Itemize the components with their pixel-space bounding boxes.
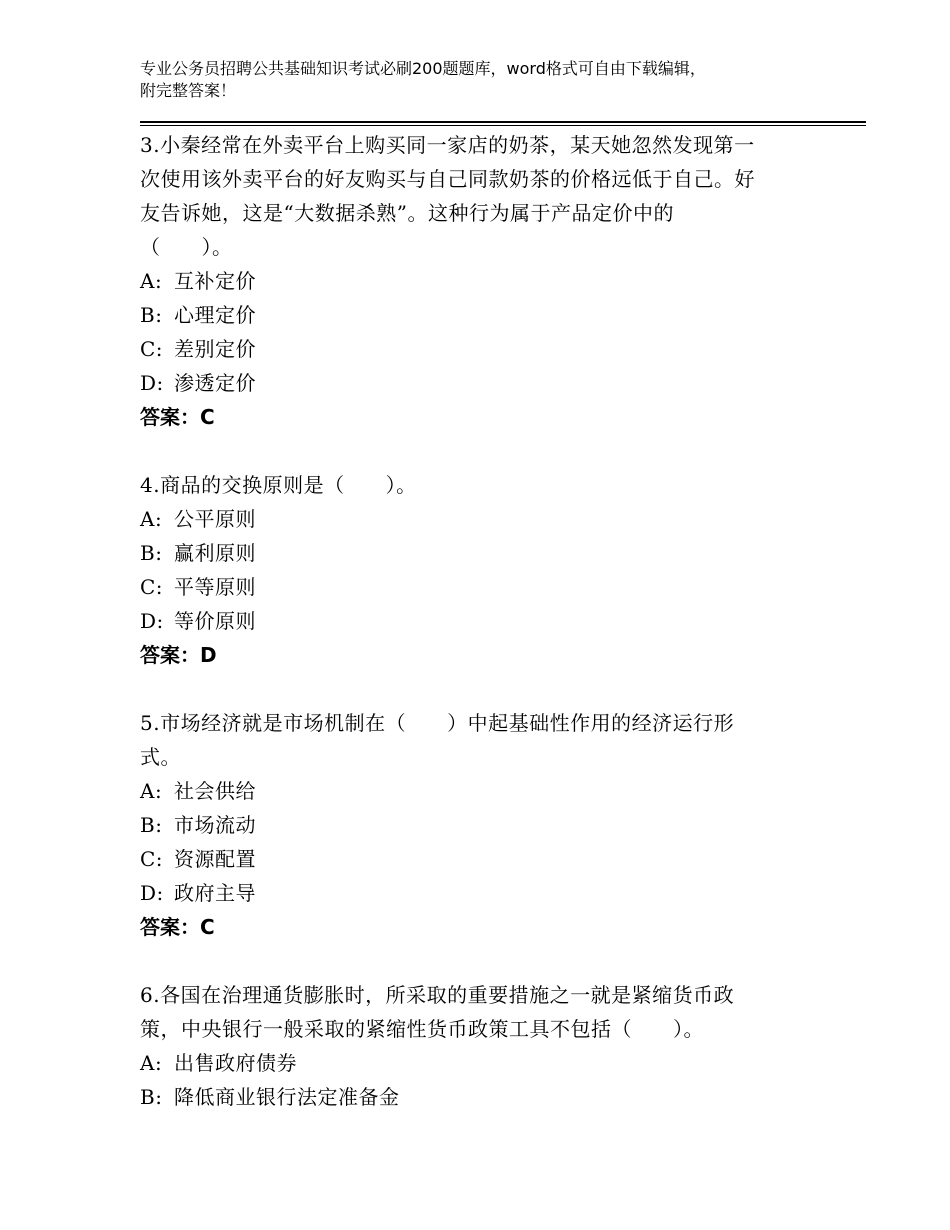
- option-letter: B:: [140, 541, 163, 565]
- option-text: 赢利原则: [174, 541, 256, 565]
- question-6: [140, 978, 800, 1114]
- option-c: [140, 570, 800, 604]
- stem-line: 友告诉她，这是“大数据杀熟”。这种行为属于产品定价中的: [140, 201, 674, 225]
- option-text: 政府主导: [174, 881, 256, 905]
- option-letter: A:: [140, 269, 163, 293]
- option-letter: B:: [140, 303, 163, 327]
- answer-line: 答案：D: [140, 643, 217, 667]
- option-a: [140, 1046, 800, 1080]
- option-d: [140, 876, 800, 910]
- option-text: 等价原则: [174, 609, 256, 633]
- option-a: [140, 264, 800, 298]
- header-line-1: 专业公务员招聘公共基础知识考试必刷200题题库，word格式可自由下载编辑，: [140, 59, 706, 78]
- option-letter: B:: [140, 1085, 163, 1109]
- option-text: 互补定价: [174, 269, 256, 293]
- option-text: 出售政府债券: [174, 1051, 297, 1075]
- option-letter: A:: [140, 779, 163, 803]
- option-a: [140, 774, 800, 808]
- header-line-2: 附完整答案！: [140, 81, 237, 100]
- question-4: [140, 468, 800, 672]
- option-c: [140, 842, 800, 876]
- option-text: 市场流动: [174, 813, 256, 837]
- question-list: [140, 128, 800, 1148]
- option-b: [140, 298, 800, 332]
- option-b: [140, 1080, 800, 1114]
- answer-line: 答案：C: [140, 915, 215, 939]
- question-stem: [140, 468, 800, 502]
- option-letter: A:: [140, 1051, 163, 1075]
- option-d: [140, 366, 800, 400]
- option-letter: C:: [140, 575, 164, 599]
- option-letter: B:: [140, 813, 163, 837]
- option-b: [140, 808, 800, 842]
- option-text: 公平原则: [174, 507, 256, 531]
- option-c: [140, 332, 800, 366]
- document-header: [140, 58, 800, 102]
- option-letter: C:: [140, 337, 164, 361]
- question-stem: [140, 706, 800, 774]
- header-rule-thin: [140, 125, 866, 126]
- stem-line: 策，中央银行一般采取的紧缩性货币政策工具不包括（ ）。: [140, 1017, 704, 1041]
- stem-line: 次使用该外卖平台的好友购买与自己同款奶茶的价格远低于自己。好: [140, 167, 755, 191]
- option-text: 资源配置: [174, 847, 256, 871]
- option-letter: C:: [140, 847, 164, 871]
- option-letter: D:: [140, 371, 164, 395]
- option-text: 降低商业银行法定准备金: [174, 1085, 400, 1109]
- stem-line: 3.小秦经常在外卖平台上购买同一家店的奶茶，某天她忽然发现第一: [140, 133, 755, 157]
- option-d: [140, 604, 800, 638]
- option-b: [140, 536, 800, 570]
- stem-line: （ ）。: [140, 235, 233, 259]
- option-text: 平等原则: [174, 575, 256, 599]
- option-text: 社会供给: [174, 779, 256, 803]
- question-3: [140, 128, 800, 434]
- stem-line: 式。: [140, 745, 181, 769]
- header-rule-thick: [140, 121, 866, 123]
- option-text: 渗透定价: [174, 371, 256, 395]
- option-letter: A:: [140, 507, 163, 531]
- option-text: 心理定价: [174, 303, 256, 327]
- stem-line: 6.各国在治理通货膨胀时，所采取的重要措施之一就是紧缩货币政: [140, 983, 735, 1007]
- option-a: [140, 502, 800, 536]
- answer-line: 答案：C: [140, 405, 215, 429]
- stem-line: 5.市场经济就是市场机制在（ ）中起基础性作用的经济运行形: [140, 711, 735, 735]
- option-letter: D:: [140, 609, 164, 633]
- option-text: 差别定价: [174, 337, 256, 361]
- question-stem: [140, 128, 800, 264]
- stem-line: 4.商品的交换原则是（ ）。: [140, 473, 417, 497]
- question-stem: [140, 978, 800, 1046]
- option-letter: D:: [140, 881, 164, 905]
- question-5: [140, 706, 800, 944]
